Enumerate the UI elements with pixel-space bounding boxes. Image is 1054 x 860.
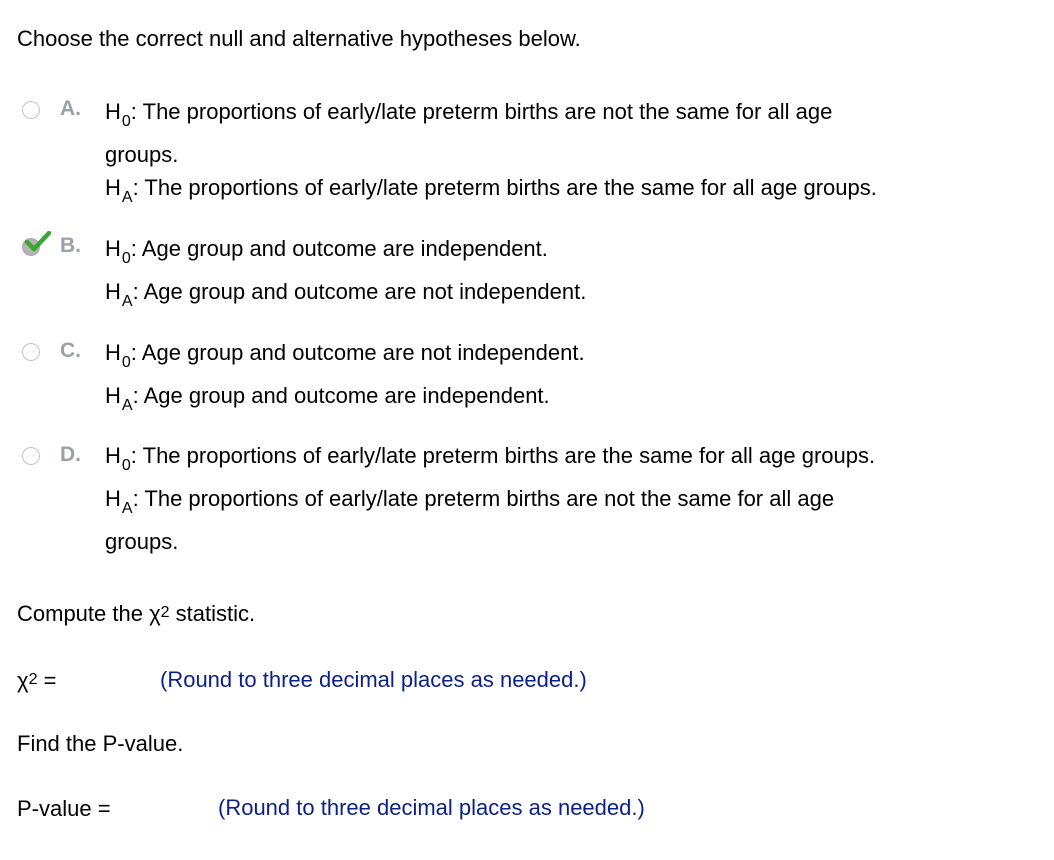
option-c-letter[interactable]: C. bbox=[60, 339, 81, 362]
p-value-prompt: Find the P-value. bbox=[17, 731, 184, 756]
chi-square-answer-input[interactable] bbox=[76, 664, 150, 692]
chi-square-label: $\chi^2$ = bbox=[17, 668, 57, 693]
p-value-rounding-hint: (Round to three decimal places as needed.) bbox=[218, 795, 645, 820]
p-value-label: P-value = bbox=[17, 796, 111, 821]
option-a-letter[interactable]: A. bbox=[60, 97, 81, 120]
option-a-null-hypothesis: $H_0$: The proportions of early/late preterm births are not the same for all age bbox=[105, 99, 833, 130]
radio-option-c[interactable] bbox=[22, 343, 40, 361]
chi-square-prompt: Compute the $\chi^2$ statistic. bbox=[17, 601, 256, 626]
option-c-null-hypothesis: $H_0$: Age group and outcome are not independent. bbox=[105, 340, 585, 371]
option-b-alt-hypothesis: $H_A$: Age group and outcome are not independent. bbox=[105, 279, 587, 310]
option-a-null-wrap: groups. bbox=[105, 142, 179, 167]
option-b-letter[interactable]: B. bbox=[60, 234, 81, 257]
radio-option-a[interactable] bbox=[22, 101, 40, 119]
option-d-alt-wrap: groups. bbox=[105, 529, 179, 554]
option-d-letter[interactable]: D. bbox=[60, 443, 81, 466]
option-a-alt-hypothesis: $H_A$: The proportions of early/late preterm births are the same for all age groups. bbox=[105, 175, 877, 206]
option-b-null-hypothesis: $H_0$: Age group and outcome are independent. bbox=[105, 236, 548, 267]
radio-option-d[interactable] bbox=[22, 447, 40, 465]
checkmark-icon bbox=[24, 231, 52, 253]
option-c-alt-hypothesis: $H_A$: Age group and outcome are independent. bbox=[105, 383, 550, 414]
option-d-alt-hypothesis: $H_A$: The proportions of early/late preterm births are not the same for all age bbox=[105, 486, 835, 517]
chi-square-rounding-hint: (Round to three decimal places as needed.) bbox=[160, 667, 587, 692]
question-prompt: Choose the correct null and alternative hypotheses below. bbox=[17, 26, 581, 51]
option-d-null-hypothesis: $H_0$: The proportions of early/late preterm births are the same for all age groups. bbox=[105, 443, 876, 474]
p-value-answer-input[interactable] bbox=[130, 792, 210, 820]
